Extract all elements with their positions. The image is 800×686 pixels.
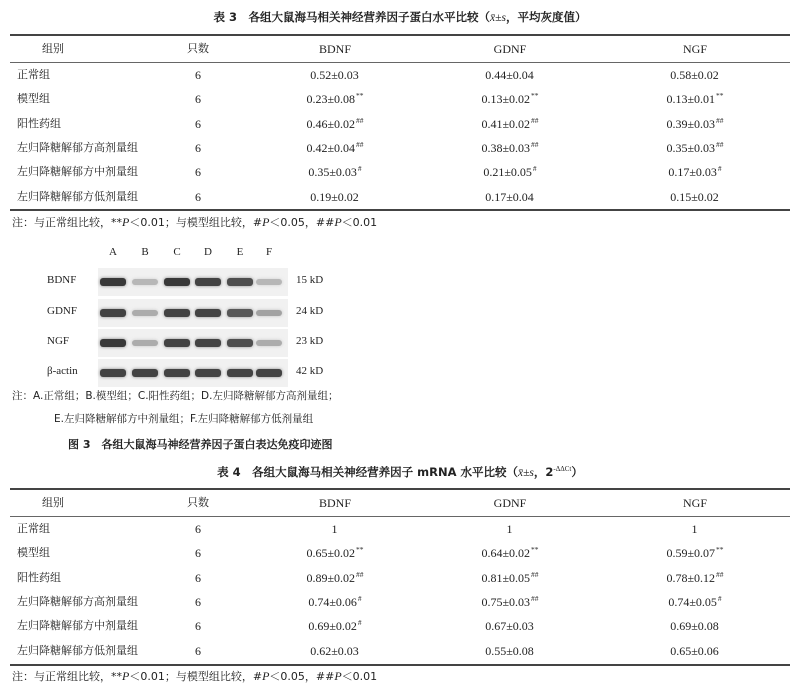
- ngf-cell-value: 0.65±0.06: [670, 643, 719, 658]
- gdnf-cell: [455, 590, 565, 614]
- count-cell: [186, 517, 210, 541]
- bdnf-cell-value: 0.19±0.02: [310, 189, 359, 204]
- significance-mark: **: [716, 545, 724, 555]
- count-cell-value: 6: [195, 643, 201, 658]
- blot-band: [100, 309, 126, 316]
- bdnf-cell: [280, 136, 390, 160]
- ngf-cell: [640, 566, 750, 590]
- group-cell: [17, 63, 50, 87]
- bdnf-cell-value: 0.89±0.02: [306, 570, 356, 585]
- bdnf-cell: [280, 566, 390, 590]
- table-row: [0, 160, 800, 184]
- group-cell-value: 阳性药组: [17, 570, 61, 584]
- group-cell-value: 模型组: [17, 92, 50, 106]
- bdnf-cell-value: 0.42±0.04: [306, 140, 356, 155]
- count-cell-value: 6: [195, 189, 201, 204]
- group-cell: [17, 87, 50, 111]
- gdnf-cell: [455, 639, 565, 663]
- significance-mark: ##: [531, 115, 539, 125]
- bdnf-cell-value: 0.69±0.02: [308, 619, 357, 634]
- count-cell-value: 6: [195, 619, 201, 634]
- gdnf-cell-value: 0.81±0.05: [481, 570, 531, 585]
- table3-header-group: 组别: [42, 42, 64, 55]
- count-cell-value: 6: [195, 116, 201, 131]
- table-row: [0, 63, 800, 87]
- group-cell: [17, 639, 138, 663]
- table3-header-gdnf: GDNF: [493, 42, 527, 56]
- count-cell: [186, 87, 210, 111]
- table4-caption-tail: ）: [571, 465, 583, 479]
- significance-mark: ##: [716, 115, 724, 125]
- ngf-cell-value: 0.69±0.08: [670, 619, 719, 634]
- count-cell: [186, 590, 210, 614]
- count-cell: [186, 185, 210, 209]
- table-row: [0, 185, 800, 209]
- table3-caption-main: 表 3 各组大鼠海马相关神经营养因子蛋白水平比较（: [213, 10, 491, 24]
- blot-band: [227, 369, 253, 376]
- bdnf-cell-value: 0.52±0.03: [310, 68, 359, 82]
- group-cell-value: 左归降糖解郁方中剂量组: [17, 619, 138, 633]
- group-cell-value: 模型组: [17, 546, 50, 560]
- ngf-cell-value: 0.78±0.12: [666, 570, 716, 585]
- table3-note-p3: P: [334, 215, 342, 229]
- blot-band: [195, 369, 221, 376]
- bdnf-cell-value: 0.62±0.03: [310, 643, 359, 658]
- table3-header-row: [0, 37, 800, 61]
- gdnf-cell-value: 0.67±0.03: [485, 619, 534, 634]
- ngf-cell-value: 0.17±0.03: [668, 165, 717, 180]
- group-cell-value: 左归降糖解郁方中剂量组: [17, 165, 138, 179]
- group-cell: [17, 541, 50, 565]
- ngf-cell-value: 0.15±0.02: [670, 189, 719, 204]
- protein-label: β-actin: [47, 365, 78, 377]
- significance-mark: **: [356, 545, 364, 555]
- ngf-cell: [640, 87, 750, 111]
- gdnf-cell: [455, 136, 565, 160]
- table-row: [0, 639, 800, 663]
- gdnf-cell: [455, 160, 565, 184]
- blot-band: [256, 369, 282, 376]
- table4-header-group: 组别: [42, 496, 64, 509]
- table-row: [0, 87, 800, 111]
- group-cell-value: 左归降糖解郁方高剂量组: [17, 140, 138, 154]
- molecular-weight-label: 42 kD: [296, 365, 324, 377]
- gdnf-cell-value: 0.44±0.04: [485, 68, 534, 82]
- table4-note-p2: P: [262, 669, 270, 683]
- table3-note-t1: ＜0.01；与模型组比较，#: [129, 216, 263, 229]
- table4-bottom-rule: [10, 664, 790, 666]
- bdnf-cell: [280, 614, 390, 638]
- group-cell-value: 正常组: [17, 522, 50, 535]
- ngf-cell: [640, 639, 750, 663]
- gdnf-cell: [455, 566, 565, 590]
- ngf-cell-value: 1: [691, 522, 698, 536]
- group-cell-value: 左归降糖解郁方低剂量组: [17, 643, 138, 657]
- significance-mark: #: [357, 593, 362, 603]
- table3-caption-stat: x̄±s: [490, 12, 506, 24]
- count-cell: [186, 566, 210, 590]
- blot-band: [227, 339, 253, 346]
- count-cell-value: 6: [195, 165, 201, 180]
- gdnf-cell: [455, 517, 565, 541]
- gdnf-cell: [455, 541, 565, 565]
- count-cell-value: 6: [195, 570, 201, 585]
- table3-note-t2: ＜0.05，##: [269, 216, 335, 229]
- gdnf-cell: [455, 87, 565, 111]
- table4-caption-stat: x̄±s: [518, 467, 534, 479]
- ngf-cell-value: 0.39±0.03: [666, 116, 716, 131]
- group-cell: [17, 136, 138, 160]
- gdnf-cell-value: 0.13±0.02: [481, 92, 531, 107]
- figure3-legend-line1: 注：A.正常组；B.模型组；C.阳性药组；D.左归降糖解郁方高剂量组；: [12, 390, 339, 402]
- blot-band: [227, 309, 253, 316]
- gdnf-cell: [455, 614, 565, 638]
- count-cell: [186, 160, 210, 184]
- bdnf-cell: [280, 517, 390, 541]
- table3-bottom-rule: [10, 209, 790, 211]
- table-row: [0, 590, 800, 614]
- count-cell-value: 6: [195, 522, 201, 536]
- count-cell: [186, 541, 210, 565]
- ngf-cell: [640, 541, 750, 565]
- lane-label: B: [141, 246, 149, 258]
- table4-note-t3: ＜0.01: [341, 670, 378, 683]
- ngf-cell-value: 0.58±0.02: [670, 68, 719, 82]
- group-cell: [17, 590, 138, 614]
- significance-mark: ##: [356, 115, 364, 125]
- bdnf-cell: [280, 112, 390, 136]
- significance-mark: **: [531, 91, 539, 101]
- blot-band: [164, 369, 190, 376]
- table4-header-count: 只数: [187, 496, 209, 509]
- ngf-cell: [640, 63, 750, 87]
- table-row: [0, 136, 800, 160]
- bdnf-cell: [280, 185, 390, 209]
- ngf-cell: [640, 160, 750, 184]
- table-row: [0, 517, 800, 541]
- gdnf-cell-value: 0.55±0.08: [485, 643, 534, 658]
- table4-header-ngf: NGF: [682, 496, 707, 510]
- count-cell-value: 6: [195, 546, 201, 561]
- significance-mark: #: [717, 164, 722, 174]
- group-cell-value: 左归降糖解郁方低剂量组: [17, 189, 138, 203]
- group-cell: [17, 614, 138, 638]
- group-cell: [17, 112, 61, 136]
- lane-label: C: [173, 246, 181, 258]
- gdnf-cell-value: 0.41±0.02: [481, 116, 531, 131]
- bdnf-cell-value: 0.35±0.03: [308, 165, 357, 180]
- ngf-cell: [640, 614, 750, 638]
- blot-band: [132, 310, 158, 316]
- bdnf-cell-value: 0.74±0.06: [308, 594, 357, 609]
- lane-label: E: [236, 246, 244, 258]
- ngf-cell: [640, 517, 750, 541]
- table3-header-ngf: NGF: [682, 42, 707, 56]
- blot-band: [100, 278, 126, 286]
- significance-mark: ##: [531, 593, 539, 603]
- group-cell: [17, 185, 138, 209]
- molecular-weight-label: 23 kD: [296, 335, 324, 347]
- table3-note-p2: P: [262, 215, 270, 229]
- significance-mark: ##: [716, 139, 724, 149]
- count-cell: [186, 136, 210, 160]
- table-row: [0, 614, 800, 638]
- ngf-cell-value: 0.74±0.05: [668, 594, 717, 609]
- bdnf-cell-value: 0.65±0.02: [306, 546, 356, 561]
- protein-label: BDNF: [47, 274, 77, 286]
- table3-caption-tail: ，平均灰度值）: [505, 10, 587, 24]
- blot-band: [100, 369, 126, 376]
- table4-note-p3: P: [334, 669, 342, 683]
- protein-label: GDNF: [47, 305, 77, 317]
- protein-label: NGF: [47, 335, 70, 347]
- table-row: [0, 566, 800, 590]
- count-cell-value: 6: [195, 92, 201, 107]
- table-row: [0, 541, 800, 565]
- gdnf-cell: [455, 185, 565, 209]
- lane-label: A: [109, 246, 117, 258]
- blot-band: [256, 340, 282, 346]
- blot-band: [164, 278, 190, 286]
- count-cell: [186, 614, 210, 638]
- ngf-cell: [640, 112, 750, 136]
- table4-note-t2: ＜0.05，##: [269, 670, 335, 683]
- lane-label: D: [204, 246, 212, 258]
- gdnf-cell-value: 0.75±0.03: [481, 594, 531, 609]
- table4-header-row: [0, 491, 800, 515]
- count-cell: [186, 639, 210, 663]
- table3-note-t3: ＜0.01: [341, 216, 378, 229]
- significance-mark: ##: [356, 569, 364, 579]
- blot-band: [256, 279, 282, 285]
- molecular-weight-label: 15 kD: [296, 274, 324, 286]
- bdnf-cell: [280, 639, 390, 663]
- figure3-legend-line2: E.左归降糖解郁方中剂量组；F.左归降糖解郁方低剂量组: [54, 413, 314, 425]
- count-cell: [186, 63, 210, 87]
- gdnf-cell: [455, 63, 565, 87]
- bdnf-cell-value: 0.46±0.02: [306, 116, 356, 131]
- figure3-caption: 图 3 各组大鼠海马神经营养因子蛋白表达免疫印迹图: [68, 438, 333, 451]
- table3-header-count: 只数: [187, 42, 209, 55]
- significance-mark: ##: [531, 569, 539, 579]
- bdnf-cell: [280, 590, 390, 614]
- significance-mark: ##: [716, 569, 724, 579]
- blot-band: [132, 369, 158, 376]
- significance-mark: **: [716, 91, 724, 101]
- table4-note-prefix: 注：与正常组比较，**: [12, 670, 122, 683]
- count-cell-value: 6: [195, 140, 201, 155]
- bdnf-cell: [280, 87, 390, 111]
- bdnf-cell-value: 0.23±0.08: [306, 92, 356, 107]
- table4-caption-sup: -ΔΔCt: [553, 465, 572, 474]
- ngf-cell: [640, 590, 750, 614]
- bdnf-cell-value: 1: [331, 522, 338, 536]
- count-cell: [186, 112, 210, 136]
- group-cell-value: 正常组: [17, 68, 50, 81]
- significance-mark: **: [356, 91, 364, 101]
- blot-band: [195, 339, 221, 346]
- table4-note: [12, 668, 377, 684]
- lane-label: F: [265, 246, 273, 258]
- gdnf-cell-value: 0.17±0.04: [485, 189, 534, 204]
- group-cell-value: 阳性药组: [17, 116, 61, 130]
- table4-note-p1: P: [122, 669, 130, 683]
- blot-band: [227, 278, 253, 285]
- bdnf-cell: [280, 160, 390, 184]
- bdnf-cell: [280, 63, 390, 87]
- blot-band: [195, 278, 221, 285]
- ngf-cell: [640, 185, 750, 209]
- count-cell-value: 6: [195, 68, 201, 82]
- group-cell: [17, 566, 61, 590]
- bdnf-cell: [280, 541, 390, 565]
- gdnf-cell: [455, 112, 565, 136]
- gdnf-cell-value: 0.21±0.05: [483, 165, 532, 180]
- significance-mark: ##: [531, 139, 539, 149]
- significance-mark: #: [717, 593, 722, 603]
- table4-header-bdnf: BDNF: [318, 496, 351, 510]
- blot-band: [100, 339, 126, 347]
- significance-mark: **: [531, 545, 539, 555]
- significance-mark: #: [357, 164, 362, 174]
- gdnf-cell-value: 1: [506, 522, 513, 536]
- group-cell-value: 左归降糖解郁方高剂量组: [17, 594, 138, 608]
- table4-caption-main: 表 4 各组大鼠海马相关神经营养因子 mRNA 水平比较（: [217, 465, 518, 479]
- group-cell: [17, 160, 138, 184]
- count-cell-value: 6: [195, 594, 201, 609]
- gdnf-cell-value: 0.64±0.02: [481, 546, 531, 561]
- table3-top-rule: [10, 34, 790, 36]
- table3-note: [12, 214, 377, 230]
- gdnf-cell-value: 0.38±0.03: [481, 140, 531, 155]
- table4-top-rule: [10, 488, 790, 490]
- table3-header-bdnf: BDNF: [318, 42, 351, 56]
- ngf-cell-value: 0.35±0.03: [666, 140, 716, 155]
- table3-caption: [0, 9, 800, 25]
- table-row: [0, 112, 800, 136]
- blot-band: [256, 310, 282, 316]
- blot-band: [132, 340, 158, 346]
- group-cell: [17, 517, 50, 541]
- molecular-weight-label: 24 kD: [296, 305, 324, 317]
- significance-mark: ##: [356, 139, 364, 149]
- table3-note-prefix: 注：与正常组比较，**: [12, 216, 122, 229]
- blot-band: [164, 309, 190, 316]
- significance-mark: #: [532, 164, 537, 174]
- table4-header-gdnf: GDNF: [493, 496, 527, 510]
- significance-mark: #: [357, 618, 362, 628]
- ngf-cell-value: 0.59±0.07: [666, 546, 716, 561]
- table4-caption: [0, 464, 800, 480]
- table4-note-t1: ＜0.01；与模型组比较，#: [129, 670, 263, 683]
- table4-caption-mid: ，2: [533, 465, 554, 479]
- table3-note-p1: P: [122, 215, 130, 229]
- ngf-cell-value: 0.13±0.01: [666, 92, 716, 107]
- blot-band: [164, 339, 190, 346]
- blot-band: [195, 309, 221, 316]
- ngf-cell: [640, 136, 750, 160]
- blot-band: [132, 279, 158, 285]
